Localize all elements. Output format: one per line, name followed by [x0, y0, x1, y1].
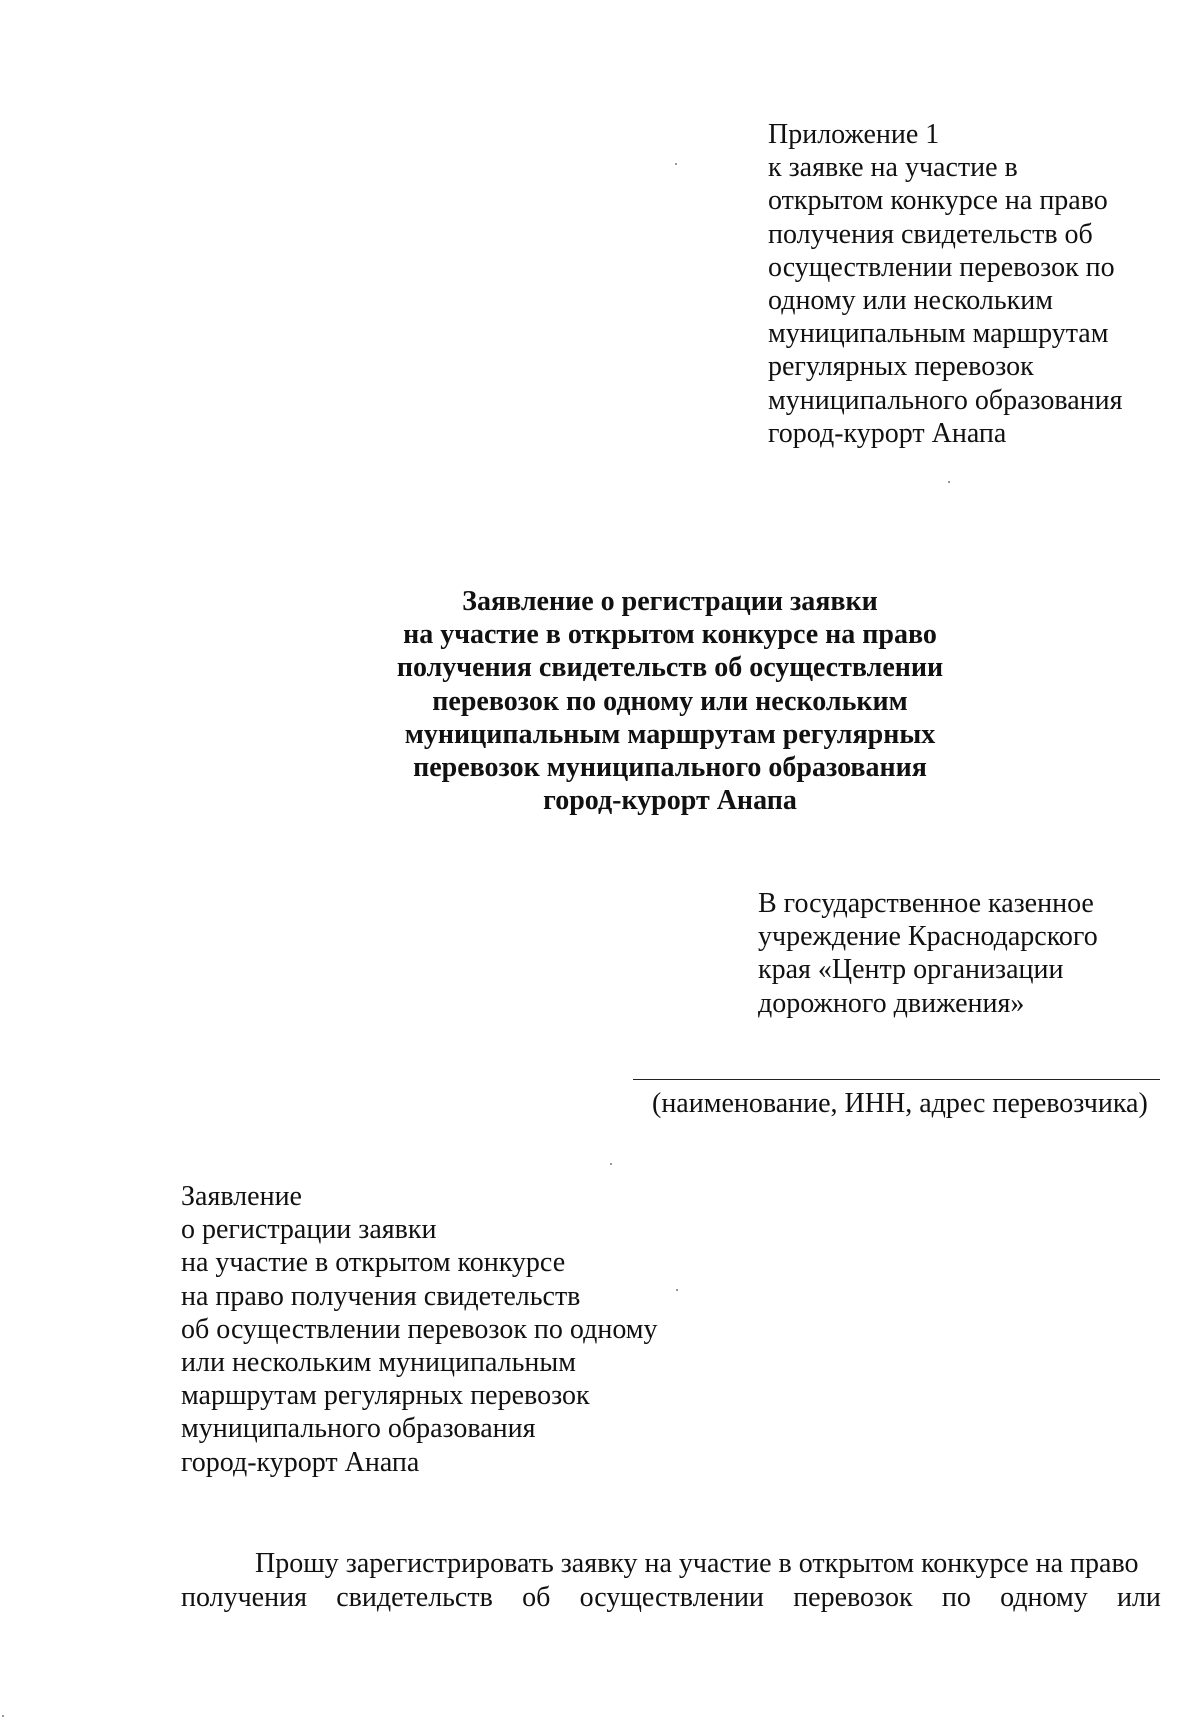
subject-line: муниципального образования	[181, 1413, 536, 1445]
annex-line: к заявке на участие в	[768, 152, 1018, 184]
scan-speck	[948, 481, 950, 483]
title-line: получения свидетельств об осуществлении	[396, 652, 944, 684]
scan-speck	[676, 1289, 678, 1291]
title-line: на участие в открытом конкурсе на право	[403, 619, 937, 651]
subject-line: или нескольким муниципальным	[181, 1347, 576, 1379]
document-title	[340, 585, 1000, 817]
annex-line: муниципальным маршрутам	[768, 318, 1109, 350]
annex-line: получения свидетельств об	[768, 218, 1093, 250]
subject-line: маршрутам регулярных перевозок	[181, 1380, 590, 1412]
title-line: перевозок по одному или нескольким	[432, 685, 908, 717]
subject-line: город-курорт Анапа	[181, 1446, 420, 1478]
body-word: по	[941, 1582, 971, 1613]
annex-line: открытом конкурсе на право	[768, 185, 1108, 217]
annex-line: муниципального образования	[768, 384, 1123, 416]
addressee-line: В государственное казенное	[758, 888, 1094, 919]
body-word: одному	[1000, 1582, 1088, 1613]
annex-line: осуществлении перевозок по	[768, 251, 1115, 283]
annex-line: город-курорт Анапа	[768, 417, 1007, 449]
body-paragraph-first-line: Прошу зарегистрировать заявку на участие в открытом конкурсе на право	[255, 1548, 1139, 1579]
subject-block	[181, 1180, 658, 1479]
addressee-block	[758, 887, 1098, 1020]
body-word: или	[1116, 1582, 1161, 1613]
title-line: Заявление о регистрации заявки	[462, 586, 878, 617]
addressee-line: учреждение Краснодарского	[758, 921, 1098, 953]
carrier-fill-line	[633, 1079, 1160, 1080]
subject-line: на участие в открытом конкурсе	[181, 1247, 566, 1279]
addressee-line: края «Центр организации	[758, 954, 1064, 986]
subject-line: Заявление	[181, 1181, 302, 1212]
body-word: получения	[181, 1582, 307, 1613]
subject-line: о регистрации заявки	[181, 1214, 437, 1246]
body-paragraph-second-line	[181, 1581, 1161, 1615]
annex-line: регулярных перевозок	[768, 351, 1034, 383]
scan-speck	[2, 1715, 4, 1717]
body-word: перевозок	[793, 1582, 913, 1613]
title-line: перевозок муниципального образования	[413, 752, 927, 784]
addressee-line: дорожного движения»	[758, 987, 1025, 1019]
subject-line: на право получения свидетельств	[181, 1280, 581, 1312]
scan-speck	[675, 163, 677, 165]
annex-heading	[768, 118, 1123, 450]
body-word: осуществлении	[579, 1582, 764, 1613]
title-line: город-курорт Анапа	[543, 785, 797, 817]
scan-speck	[610, 1163, 612, 1165]
annex-line: Приложение 1	[768, 119, 940, 150]
carrier-field-caption: (наименование, ИНН, адрес перевозчика)	[652, 1088, 1148, 1119]
subject-line: об осуществлении перевозок по одному	[181, 1313, 658, 1345]
body-word: свидетельств	[336, 1582, 493, 1613]
annex-line: одному или нескольким	[768, 285, 1053, 317]
title-line: муниципальным маршрутам регулярных	[404, 718, 936, 750]
body-word: об	[522, 1582, 551, 1613]
